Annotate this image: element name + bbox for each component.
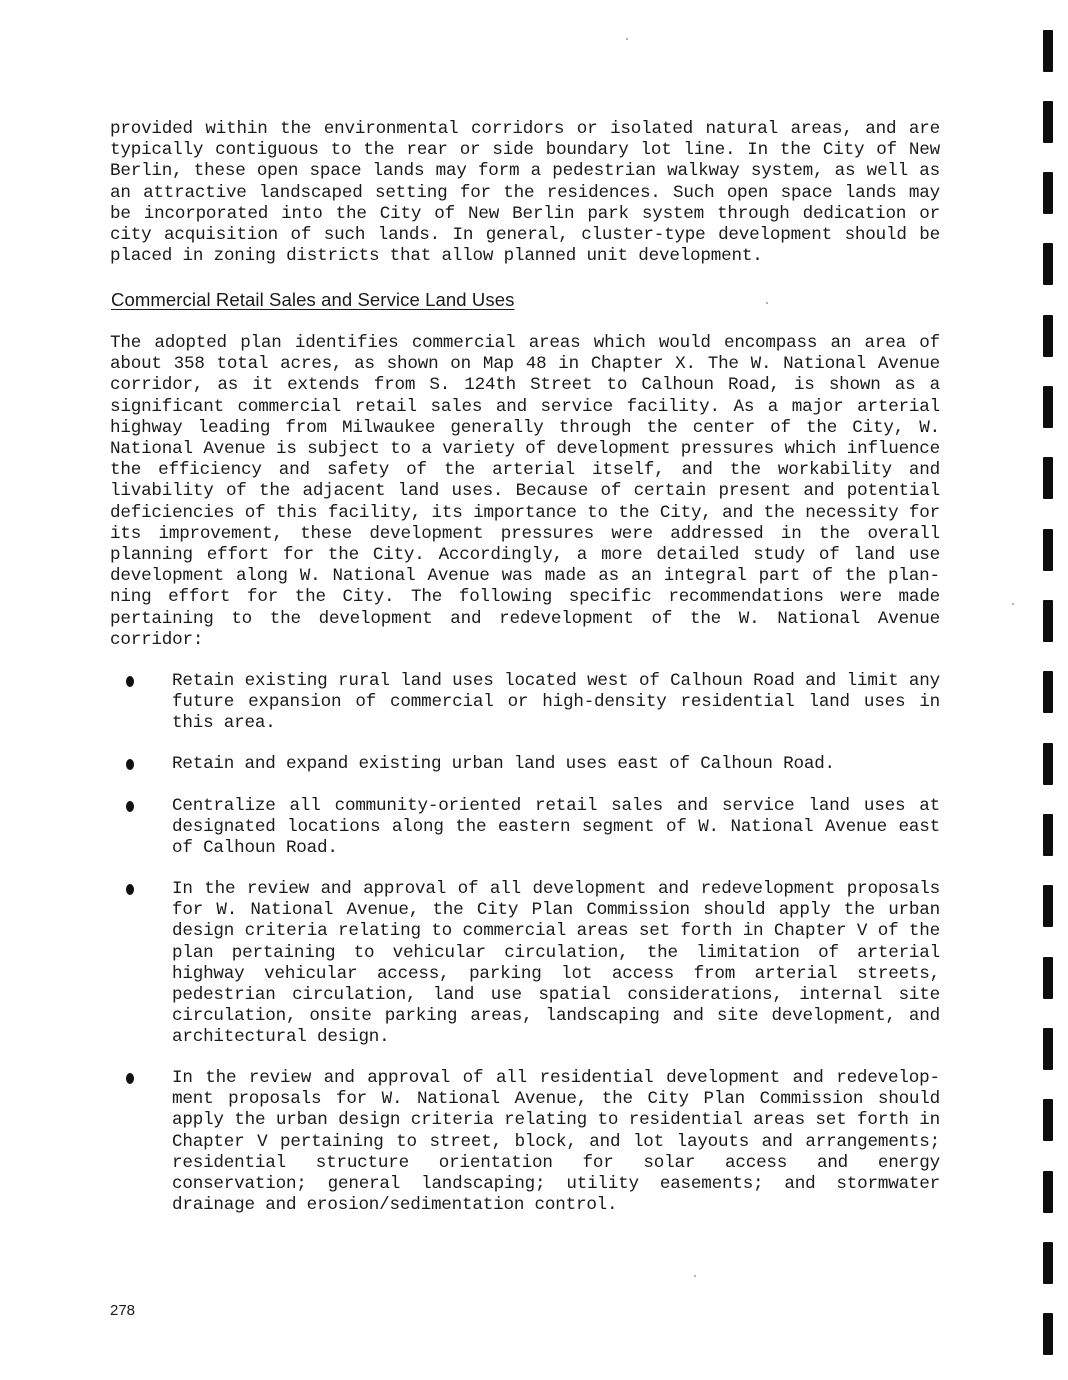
registration-mark bbox=[1043, 814, 1053, 856]
recommendation-text: In the review and approval of all residential development and redevelopment proposals for W. National Avenue, the City Plan Commission should apply the urban design criteria relating to residential areas set forth in Chapter V pertaining to street, block, and lot layouts and arrangements; residential structure orientation for solar access and energy conservation; general landscaping; utility easements; and stormwater drainage and erosion/sedimentation control. bbox=[172, 1068, 940, 1216]
registration-mark bbox=[1043, 243, 1053, 285]
registration-mark bbox=[1043, 30, 1053, 72]
registration-mark bbox=[1043, 1028, 1053, 1070]
bullet-icon bbox=[126, 1073, 134, 1084]
scan-registration-marks bbox=[1040, 0, 1060, 1380]
bullet-icon bbox=[126, 759, 134, 770]
registration-mark bbox=[1043, 671, 1053, 713]
registration-mark bbox=[1043, 1313, 1053, 1355]
registration-mark bbox=[1043, 885, 1053, 927]
registration-mark bbox=[1043, 957, 1053, 999]
recommendation-text: In the review and approval of all development and redevelopment proposals for W. National Avenue, the City Plan Commission should apply the urban design criteria relating to commercial areas set forth in Chapter V of the plan pertaining to vehicular circulation, the limitation of arterial highway vehicular access, parking lot access from arterial streets, pedestrian circulation, land use spatial considerations, internal site circulation, onsite parking areas, landscaping and site development, and architectural design. bbox=[172, 879, 940, 1048]
recommendation-text: Retain and expand existing urban land uses east of Calhoun Road. bbox=[172, 754, 835, 774]
page-number: 278 bbox=[110, 1302, 136, 1319]
registration-mark bbox=[1043, 1171, 1053, 1213]
section-paragraph: The adopted plan identifies commercial areas which would encompass an area of about 358 total acres, as shown on Map 48 in Chapter X. The W. National Avenue corridor, as it extends from S. 124th Street to Calhoun Road, is shown as a significant commercial retail sales and service facility. As a major arterial highway leading from Milwaukee generally through the center of the City, W. National Avenue is subject to a variety of development pressures which influence the efficiency and safety of the arterial itself, and the workability and livability of the adjacent land uses. Because of certain present and potential deficiencies of this facility, its importance to the City, and the necessity for its improvement, these development pressures were addressed in the overall planning effort for the City. Accordingly, a more detailed study of land use development along W. National Avenue was made as an integral part of the planning effort for the City. The following specific recommendations were made pertaining to the development and redevelopment of the W. National Avenue corridor: bbox=[110, 333, 940, 650]
registration-mark bbox=[1043, 1099, 1053, 1141]
intro-paragraph: provided within the environmental corridors or isolated natural areas, and are typically contiguous to the rear or side boundary lot line. In the City of New Berlin, these open space lands may form a pedestrian walkway system, as well as an attractive landscaped setting for the residences. Such open space lands may be incorporated into the City of New Berlin park system through dedication or city acquisition of such lands. In general, cluster-type development should be placed in zoning districts that allow planned unit development. bbox=[110, 119, 940, 267]
registration-mark bbox=[1043, 529, 1053, 571]
recommendation-text: Centralize all community-oriented retail sales and service land uses at designated locations along the eastern segment of W. National Avenue east of Calhoun Road. bbox=[172, 796, 940, 859]
scan-speck bbox=[694, 1275, 696, 1277]
registration-mark bbox=[1043, 172, 1053, 214]
scan-speck bbox=[1012, 603, 1014, 605]
registration-mark bbox=[1043, 743, 1053, 785]
registration-mark bbox=[1043, 457, 1053, 499]
registration-mark bbox=[1043, 600, 1053, 642]
scan-speck bbox=[626, 38, 628, 40]
registration-mark bbox=[1043, 101, 1053, 143]
bullet-icon bbox=[126, 801, 134, 812]
bullet-icon bbox=[126, 676, 134, 687]
bullet-icon bbox=[126, 884, 134, 895]
registration-mark bbox=[1043, 386, 1053, 428]
registration-mark bbox=[1043, 315, 1053, 357]
recommendation-text: Retain existing rural land uses located west of Calhoun Road and limit any future expansion of commercial or high-density residential land uses in this area. bbox=[172, 671, 940, 734]
registration-mark bbox=[1043, 1242, 1053, 1284]
scan-speck bbox=[766, 302, 768, 304]
section-heading: Commercial Retail Sales and Service Land Uses bbox=[111, 289, 515, 310]
